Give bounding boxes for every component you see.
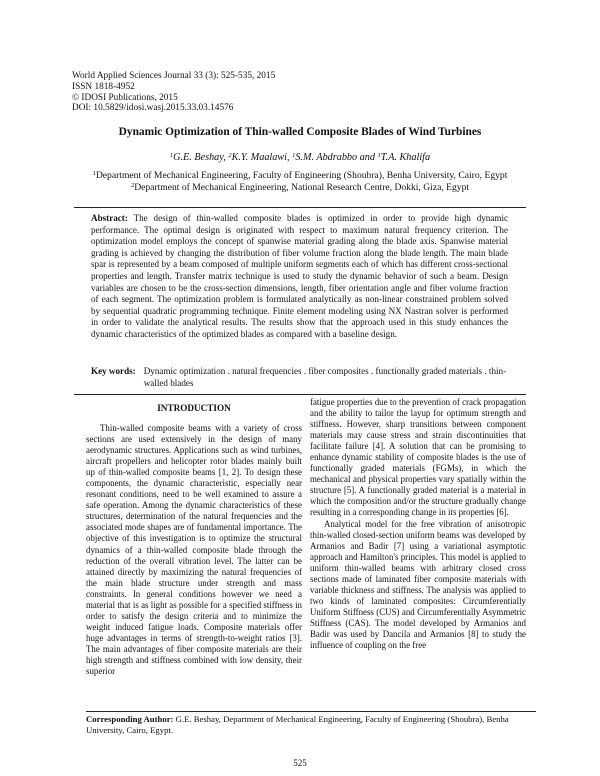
page-number: 525 [293, 758, 307, 768]
publisher: © IDOSI Publications, 2015 [72, 92, 178, 103]
paragraph: Analytical model for the free vibration of anisotropic thin-walled closed-section uniform beams was developed by Armanios and Badir [7] using a variational asymptotic approach and Hamilton's principles. This model is applied to uniform thin-walled beams with arbitrary closed cross sections made of laminated fiber composite materials with variable thickness and stiffness. The analysis was applied to two kinds of laminated composites: Circumferentially Uniform Stiffness (CUS) and Circumferentially Asymmetric Stiffness (CAS). The model developed by Armanios and Badir was used by Dancila and Armanios [8] to study the influence of coupling on the free [310, 518, 526, 651]
keywords-label: Key words: [91, 366, 136, 376]
left-column [86, 423, 302, 677]
doi: DOI: 10.5829/idosi.wasj.2015.33.03.14576 [72, 103, 234, 114]
right-column [310, 397, 526, 651]
paragraph: Thin-walled composite beams with a variety of cross sections are used extensively in the design of many aerodynamic structures. Applications such as wind turbines, aircraft propellers and helicopter rotor blades mainly built up of thin-walled composite beams [1, 2]. To design these components, the dynamic characteristic, especially near resonant conditions, need to be well examined to assure a safe operation. Among the dynamic characteristics of these structures, determination of the natural frequencies and the associated mode shapes are of fundamental importance. The objective of this investigation is to optimize the structural dynamics of a thin-walled composite blade through the reduction of the overall vibration level. The latter can be attained directly by maximizing the natural frequencies of the main blade structure under strength and mass constraints. In general conditions however we need a material that is as light as possible for a specified stiffness in order to satisfy the design criteria and to minimize the weight induced fatigue loads. Composite materials offer huge advantages in terms of strength-to-weight ratios [3]. The main advantages of fiber composite materials are their high strength and stiffness combined with low density, their superior [86, 423, 302, 677]
keywords-text: Dynamic optimization . natural frequencies . fiber composites . functionally graded materials . thin-walled blades [143, 366, 507, 388]
abstract-text: The design of thin-walled composite blades is optimized in order to provide high dynamic performance. The optimal design is originated with respect to maximum natural frequency criterion. The optimization model employs the concept of spanwise material grading along the blade axis. Spanwise material grading is achieved by changing the distribution of fiber volume fraction along the blade length. The main blade spar is represented by a beam composed of multiple uniform segments each of which has different cross-sectional properties and length. Transfer matrix technique is used to study the dynamic behavior of such a beam. Design variables are chosen to be the cross-section dimensions, length, fiber orientation angle and fiber volume fraction of each segment. The optimization problem is formulated analytically as non-linear constrained problem solved by sequential quadratic programming technique. Finite element modeling using NX Nastran solver is performed in order to validate the analytical results. The results show that the approach used in this study enhances the dynamic characteristics of the optimized blades as compared with a baseline design. [91, 213, 509, 339]
affiliation: $^2$Department of Mechanical Engineering, National Research Centre, Dokki, Giza, Egypt [130, 182, 470, 194]
paragraph: fatigue properties due to the prevention of crack propagation and the ability to tailor the layup for optimum strength and stiffness. However, sharp transitions between component materials may cause stress and strain discontinuities that facilitate failure [4]. A solution that can be promising to enhance dynamic stability of composite blades is the use of functionally graded materials (FGMs), in which the mechanical and physical properties vary spatially within the structure [5]. A functionally graded material is a material in which the composition and/or the structure gradually change resulting in a corresponding change in its properties [6]. [310, 397, 526, 518]
author-list [0, 152, 600, 163]
keywords-bottom-rule [74, 394, 526, 395]
affiliations [0, 170, 600, 194]
affiliation: $^1$Department of Mechanical Engineering, Faculty of Engineering (Shoubra), Benha University, Cairo, Egypt [92, 170, 508, 181]
corresponding-text: G.E. Beshay, Department of Mechanical Engineering, Faculty of Engineering (Shoubra), Benha University, Cairo, Egypt. [86, 714, 509, 735]
issn: ISSN 1818-4952 [72, 81, 135, 92]
author: $^2$K.Y. Maalawi, [228, 152, 293, 163]
author: $^1$S.M. Abdrabbo and [292, 152, 378, 163]
author: $^1$G.E. Beshay, [169, 152, 229, 163]
corresponding-author [86, 714, 536, 735]
corresponding-label: Corresponding Author: [86, 714, 174, 724]
abstract-top-rule [74, 207, 526, 208]
author: $^1$T.A. Khalifa [377, 152, 431, 163]
journal-citation: World Applied Sciences Journal 33 (3): 525-535, 2015 [72, 71, 276, 81]
paper-title: Dynamic Optimization of Thin-walled Composite Blades of Wind Turbines [118, 126, 482, 138]
footnote-rule [86, 711, 536, 712]
journal-header [72, 71, 275, 114]
abstract [91, 213, 508, 341]
section-heading: INTRODUCTION [157, 403, 231, 413]
abstract-label: Abstract: [91, 213, 128, 223]
keywords [91, 366, 511, 389]
